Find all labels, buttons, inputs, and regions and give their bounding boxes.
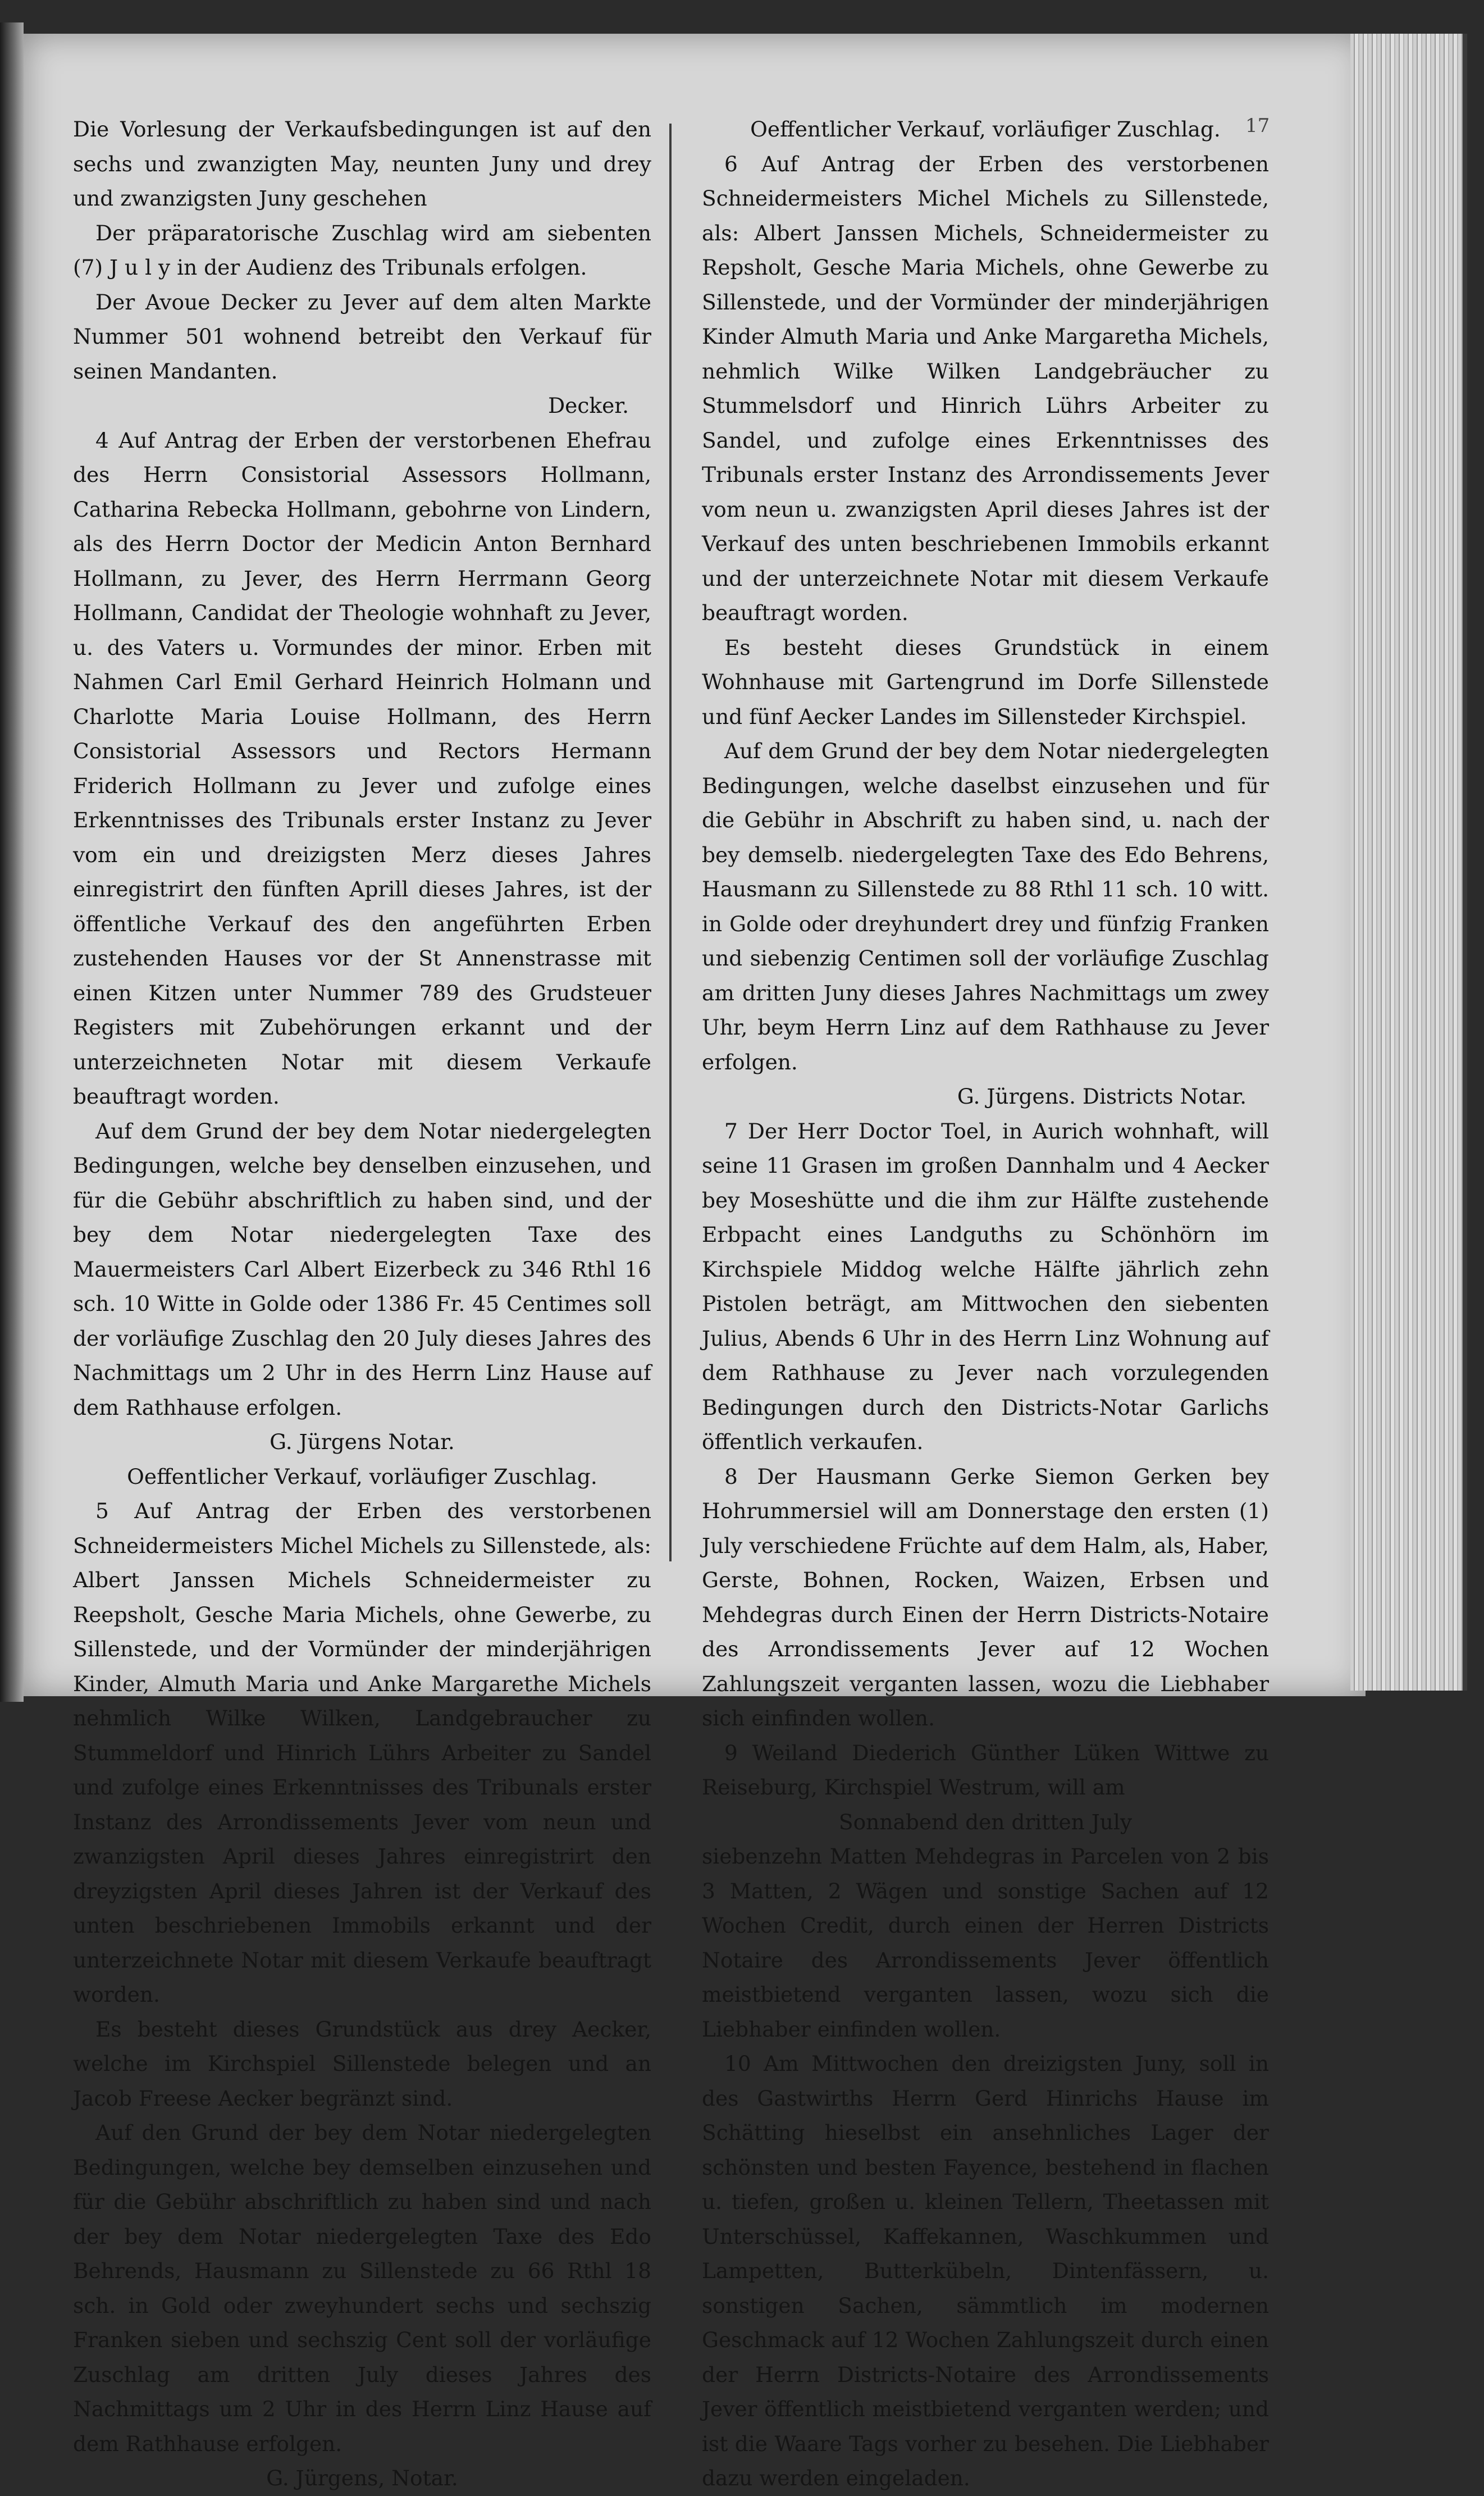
signature-line: G. Jürgens. Districts Notar.	[957, 1084, 1246, 1109]
section-heading: Oeffentlicher Verkauf, vorläufiger Zuschlag.	[127, 1464, 597, 1489]
page-number: 17	[1245, 115, 1270, 137]
signature-line: Decker.	[548, 393, 629, 418]
signature-line: Sonnabend den dritten July	[838, 1809, 1133, 1834]
paragraph: Auf dem Grund der bey dem Notar niedergelegten Bedingungen, welche bey denselben einzusehen, und für die Gebühr abschriftlich zu haben sind, und der bey dem Notar niedergelegten Taxe des Mauermeisters Carl Albert Eizerbeck zu 346 Rthl 16 sch. 10 Witte in Golde oder 1386 Fr. 45 Centimes soll der vorläufige Zuschlag den 20 July dieses Jahres des Nachmittags um 2 Uhr in des Herrn Linz Hause auf dem Rathhause erfolgen.	[73, 1118, 651, 1420]
paragraph: 9 Weiland Diederich Günther Lüken Wittwe zu Reiseburg, Kirchspiel Westrum, will am	[702, 1740, 1269, 1800]
paragraph: Es besteht dieses Grundstück in einem Wohnhause mit Gartengrund im Dorfe Sillenstede und fünf Aecker Landes im Sillensteder Kirchspiel.	[702, 635, 1269, 729]
book-gutter	[0, 22, 24, 1702]
section-heading: Oeffentlicher Verkauf, vorläufiger Zuschlag.	[750, 117, 1221, 142]
paragraph: 4 Auf Antrag der Erben der verstorbenen Ehefrau des Herrn Consistorial Assessors Hollmann, Catharina Rebecka Hollmann, gebohrne von Lindern, als des Herrn Doctor der Medicin Anton Bernhard Hollmann, zu Jever, des Herrn Herrmann Georg Hollmann, Candidat der Theologie wohnhaft zu Jever, u. des Vaters u. Vormundes der minor. Erben mit Nahmen Carl Emil Gerhard Heinrich Holmann und Charlotte Maria Louise Hollmann, des Herrn Consistorial Assessors und Rectors Hermann Friderich Hollmann zu Jever und zufolge eines Erkenntnisses des Tribunals erster Instanz zu Jever vom ein und dreizigsten Merz dieses Jahres einregistrirt den fünften Aprill dieses Jahres, ist der öffentliche Verkauf des den angeführten Erben zustehenden Hauses vor der St Annenstrasse mit einen Kitzen unter Nummer 789 des Grudsteuer Registers mit Zubehörungen erkannt und der unterzeichneten Notar mit diesem Verkaufe beauftragt worden.	[73, 427, 651, 1109]
page-edges	[1350, 34, 1467, 1691]
column-divider	[669, 124, 672, 1561]
paragraph: 8 Der Hausmann Gerke Siemon Gerken bey Hohrummersiel will am Donnerstage den ersten (1) July verschiedene Früchte auf dem Halm, als, Haber, Gerste, Bohnen, Rocken, Waizen, Erbsen und Mehdegras durch Einen der Herrn Districts-Notaire des Arrondissements Jever auf 12 Wochen Zahlungszeit verganten lassen, wozu die Liebhaber sich einfinden wollen.	[702, 1464, 1269, 1730]
paragraph: Auf den Grund der bey dem Notar niedergelegten Bedingungen, welche bey demselben einzusehen und für die Gebühr abschriftlich zu haben sind und nach der bey dem Notar niedergelegten Taxe des Edo Behrends, Hausmann zu Sillenstede zu 66 Rthl 18 sch. in Gold oder zweyhundert sechs und sechszig Franken sieben und sechszig Cent soll der vorläufige Zuschlag am dritten July dieses Jahres des Nachmittags um 2 Uhr in des Herrn Linz Hause auf dem Rathhause erfolgen.	[73, 2120, 651, 2456]
signature-line: G. Jürgens Notar.	[270, 1429, 455, 1454]
paragraph: 10 Am Mittwochen den dreizigsten Juny, soll in des Gastwirths Herrn Gerd Hinrichs Hause im Schätting hieselbst ein ansehnliches Lager der schönsten und besten Fayence, bestehend in flachen u. tiefen, großen u. kleinen Tellern, Theetassen mit Unterschüssel, Kaffekannen, Waschkummen und Lampetten, Butterkübeln, Dintenfässern, u. sonstigen Sachen, sämmtlich im modernen Geschmack auf 12 Wochen Zahlungszeit durch einen der Herrn Districts-Notaire des Arrondissements Jever öffentlich meistbietend verganten werden; und ist die Waare Tags vorher zu besehen. Die Liebhaber dazu werden eingeladen.	[702, 2051, 1269, 2490]
paragraph: Der Avoue Decker zu Jever auf dem alten Markte Nummer 501 wohnend betreibt den Verkauf für seinen Mandanten.	[73, 289, 651, 384]
paragraph: 7 Der Herr Doctor Toel, in Aurich wohnhaft, will seine 11 Grasen im großen Dannhalm und 4 Aecker bey Moseshütte und die ihm zur Hälfte zustehende Erbpacht eines Landguths zu Schönhörn im Kirchspiele Middog welche Hälfte jährlich zehn Pistolen beträgt, am Mittwochen den siebenten Julius, Abends 6 Uhr in des Herrn Linz Wohnung auf dem Rathhause zu Jever nach vorzulegenden Bedingungen durch den Districts-Notar Garlichs öffentlich verkaufen.	[702, 1118, 1269, 1454]
signature-line: G. Jürgens, Notar.	[266, 2466, 458, 2490]
paragraph: Es besteht dieses Grundstück aus drey Aecker, welche im Kirchspiel Sillenstede belegen und an Jacob Freese Aecker begränzt sind.	[73, 2016, 651, 2111]
paragraph: Der präparatorische Zuschlag wird am siebenten (7) J u l y in der Audienz des Tribunals erfolgen.	[73, 220, 651, 280]
paragraph: 5 Auf Antrag der Erben des verstorbenen Schneidermeisters Michel Michels zu Sillenstede, als: Albert Janssen Michels Schneidermeister zu Reepsholt, Gesche Maria Michels, ohne Gewerbe, zu Sillenstede, und der Vormünder der minderjährigen Kinder, Almuth Maria und Anke Margarethe Michels nehmlich Wilke Wilken, Landgebraucher zu Stummeldorf und Hinrich Lührs Arbeiter zu Sandel und zufolge eines Erkenntnisses des Tribunals erster Instanz des Arrondissements Jever vom neun und zwanzigsten April dieses Jahres einregistrirt den dreyzigsten April dieses Jahren ist der Verkauf des unten beschriebenen Immobils erkannt und der unterzeichnete Notar mit diesem Verkaufe beauftragt worden.	[73, 1498, 651, 2007]
paragraph: Die Vorlesung der Verkaufsbedingungen ist auf den sechs und zwanzigten May, neunten Juny und drey und zwanzigsten Juny geschehen	[73, 117, 651, 211]
paragraph: 6 Auf Antrag der Erben des verstorbenen Schneidermeisters Michel Michels zu Sillenstede, als: Albert Janssen Michels, Schneidermeister zu Repsholt, Gesche Maria Michels, ohne Gewerbe zu Sillenstede, und der Vormünder der minderjährigen Kinder Almuth Maria und Anke Margaretha Michels, nehmlich Wilke Wilken Landgebräucher zu Stummelsdorf und Hinrich Lührs Arbeiter zu Sandel, und zufolge eines Erkenntnisses des Tribunals erster Instanz des Arrondissements Jever vom neun u. zwanzigsten April dieses Jahres ist der Verkauf des unten beschriebenen Immobils erkannt und der unterzeichnete Notar mit diesem Verkaufe beauftragt worden.	[702, 151, 1269, 625]
left-column	[73, 112, 651, 2496]
right-column	[702, 112, 1269, 2496]
paragraph: siebenzehn Matten Mehdegras in Parcelen von 2 bis 3 Matten, 2 Wägen und sonstige Sachen auf 12 Wochen Credit, durch einen der Herren Districts Notaire des Arrondissements Jever öffentlich meistbietend verganten lassen, wozu sich die Liebhaber einfinden wollen.	[702, 1844, 1269, 2042]
paragraph: Auf dem Grund der bey dem Notar niedergelegten Bedingungen, welche daselbst einzusehen und für die Gebühr in Abschrift zu haben sind, u. nach der bey demselb. niedergelegten Taxe des Edo Behrens, Hausmann zu Sillenstede zu 88 Rthl 11 sch. 10 witt. in Golde oder dreyhundert drey und fünfzig Franken und siebenzig Centimen soll der vorläufige Zuschlag am dritten Juny dieses Jahres Nachmittags um zwey Uhr, beym Herrn Linz auf dem Rathhause zu Jever erfolgen.	[702, 739, 1269, 1074]
